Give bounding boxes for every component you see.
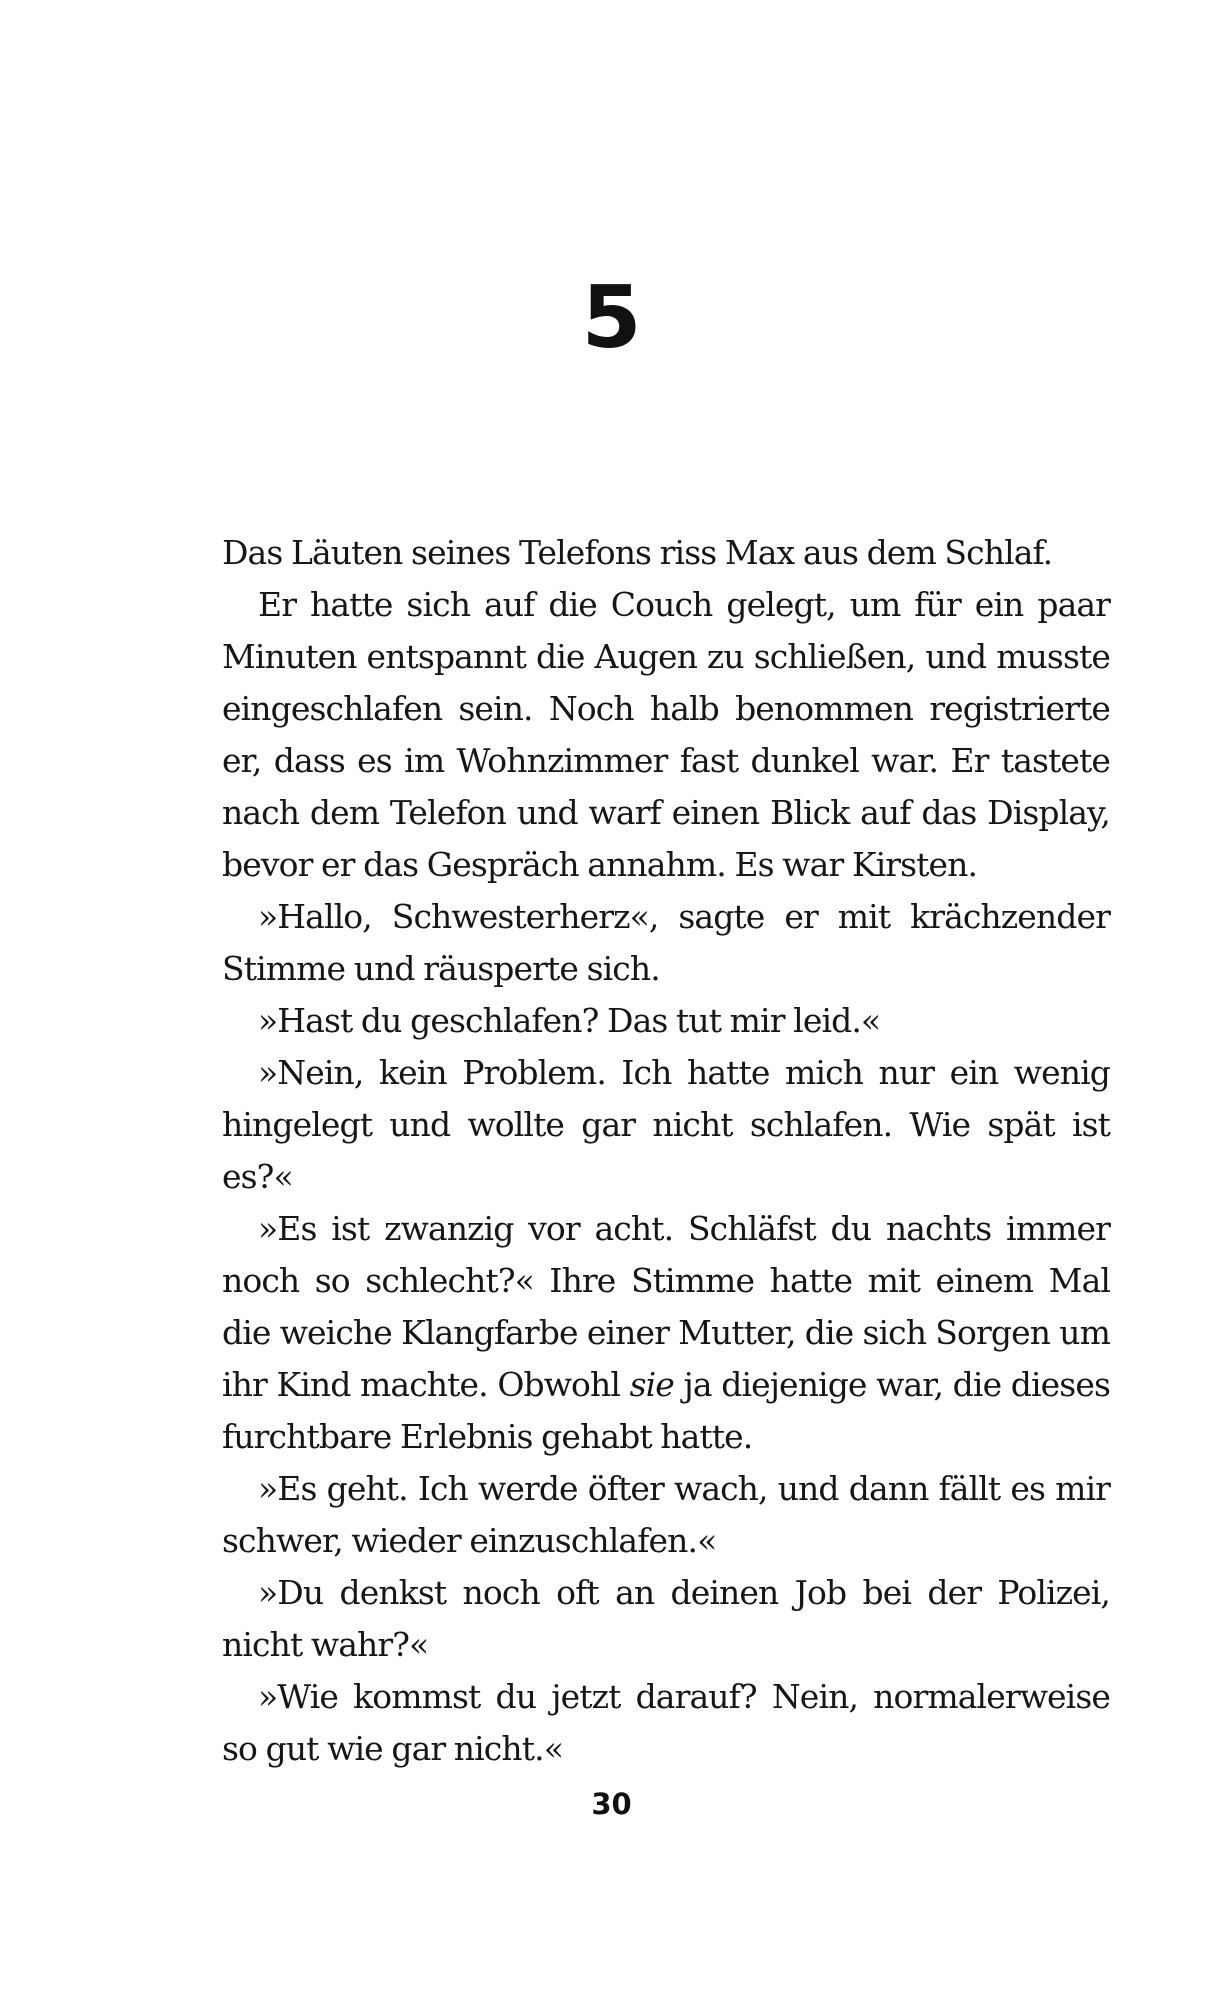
- paragraph: »Es geht. Ich werde öfter wach, und dann fällt es mir schwer, wieder einzuschlafen.«: [222, 1469, 1110, 1560]
- paragraph: »Hallo, Schwesterherz«, sagte er mit krächzender Stimme und räusperte sich.: [222, 897, 1110, 988]
- paragraph: »Nein, kein Problem. Ich hatte mich nur ein wenig hingelegt und wollte gar nicht schlafen. Wie spät ist es?«: [222, 1053, 1110, 1196]
- page-number: 30: [591, 1787, 632, 1821]
- paragraph: [222, 1203, 1110, 1463]
- paragraph: Er hatte sich auf die Couch gelegt, um für ein paar Minuten entspannt die Augen zu schließen, und musste eingeschlafen sein. Noch halb benommen registrierte er, dass es im Wohnzimmer fast dunkel war. Er tastete nach dem Telefon und warf einen Blick auf das Display, bevor er das Gespräch annahm. Es war Kirsten.: [222, 585, 1110, 884]
- paragraph: Das Läuten seines Telefons riss Max aus dem Schlaf.: [222, 533, 1053, 572]
- emphasized-word: sie: [629, 1365, 674, 1404]
- paragraph: »Du denkst noch oft an deinen Job bei der Polizei, nicht wahr?«: [222, 1573, 1110, 1664]
- paragraph: »Wie kommst du jetzt darauf? Nein, normalerweise so gut wie gar nicht.«: [222, 1677, 1110, 1768]
- chapter-body-text: [222, 527, 1110, 1775]
- chapter-number: 5: [581, 268, 642, 368]
- paragraph-text: »Es ist zwanzig vor acht. Schläfst du nachts immer noch so schlecht?« Ihre Stimme hatte mit einem Mal die weiche Klangfarbe einer Mutter, die sich Sorgen um ihr Kind machte. Obwohl: [222, 1209, 1110, 1404]
- paragraph: »Hast du geschlafen? Das tut mir leid.«: [258, 1001, 881, 1040]
- paragraph-text: ja diejenige war, die dieses furchtbare Erlebnis gehabt hatte.: [222, 1365, 1110, 1456]
